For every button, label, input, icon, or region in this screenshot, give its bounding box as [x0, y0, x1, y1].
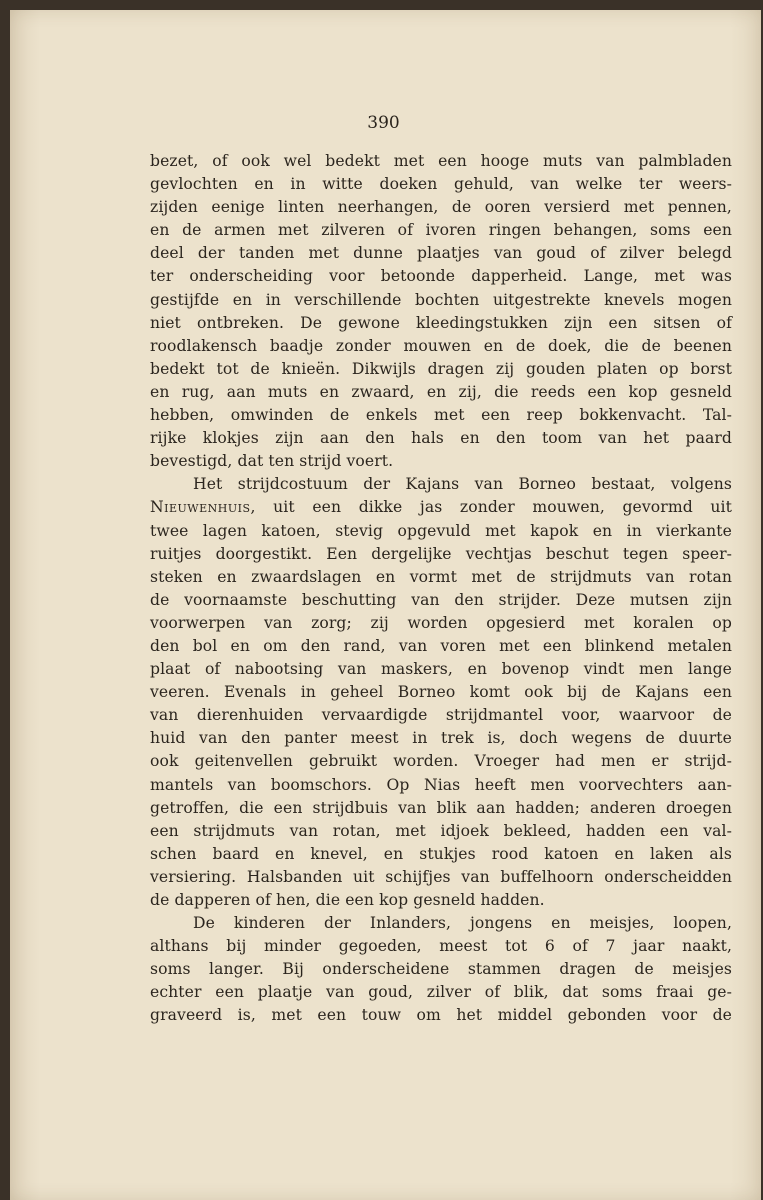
text-line: ter onderscheiding voor betoonde dapperheid. Lange, met was [150, 267, 732, 286]
book-page [10, 10, 761, 1200]
text-line: Nieuwenhuis, uit een dikke jas zonder mouwen, gevormd uit [150, 498, 732, 517]
text-line: bezet, of ook wel bedekt met een hooge muts van palmbladen [150, 152, 732, 170]
author-name: Nieuwenhuis [150, 498, 251, 517]
text-line: gestijfde en in verschillende bochten uitgestrekte knevels mogen [150, 290, 732, 309]
text-line: gevlochten en in witte doeken gehuld, van welke ter weers- [150, 175, 732, 194]
text-line: den bol en om den rand, van voren met een blinkend metalen [150, 636, 732, 655]
text-line: Het strijdcostuum der Kajans van Borneo bestaat, volgens [193, 475, 732, 494]
text-line: bedekt tot de knieën. Dikwijls dragen zij gouden platen op borst [150, 359, 732, 378]
text-line: de dapperen of hen, die een kop gesneld hadden. [150, 891, 545, 909]
text-line: deel der tanden met dunne plaatjes van goud of zilver belegd [150, 244, 732, 263]
text-line: mantels van boomschors. Op Nias heeft men voorvechters aan- [150, 775, 732, 794]
text-line: getroffen, die een strijdbuis van blik aan hadden; anderen droegen [150, 798, 732, 817]
text-line: en de armen met zilveren of ivoren ringen behangen, soms een [150, 221, 732, 240]
body-text [150, 150, 732, 1028]
text-line: versiering. Halsbanden uit schijfjes van buffelhoorn onderscheidden [150, 867, 732, 886]
text-line: hebben, omwinden de enkels met een reep bokkenvacht. Tal- [150, 406, 732, 425]
text-line: twee lagen katoen, stevig opgevuld met kapok en in vierkante [150, 521, 732, 540]
text-line: en rug, aan muts en zwaard, en zij, die reeds een kop gesneld [150, 382, 732, 401]
text-line: huid van den panter meest in trek is, doch wegens de duurte [150, 729, 732, 748]
text-line: soms langer. Bij onderscheidene stammen dragen de meisjes [150, 960, 732, 979]
text-line: bevestigd, dat ten strijd voert. [150, 452, 394, 471]
text-line: de voornaamste beschutting van den strijder. Deze mutsen zijn [150, 590, 732, 609]
text-line: voorwerpen van zorg; zij worden opgesierd met koralen op [150, 613, 732, 632]
text-line: niet ontbreken. De gewone kleedingstukken zijn een sitsen of [150, 313, 732, 332]
text-line: zijden eenige linten neerhangen, de ooren versierd met pennen, [150, 198, 732, 217]
text-line: steken en zwaardslagen en vormt met de strijdmuts van rotan [150, 567, 732, 586]
text-line: rijke klokjes zijn aan den hals en den toom van het paard [150, 429, 732, 448]
text-line: plaat of nabootsing van maskers, en bovenop vindt men lange [150, 660, 732, 679]
text-line: graveerd is, met een touw om het middel gebonden voor de [150, 1006, 732, 1025]
text-line: ook geitenvellen gebruikt worden. Vroeger had men er strijd- [150, 752, 732, 771]
text-line: een strijdmuts van rotan, met idjoek bekleed, hadden een val- [150, 821, 732, 840]
text-line: althans bij minder gegoeden, meest tot 6 of 7 jaar naakt, [150, 937, 732, 956]
text-line: roodlakensch baadje zonder mouwen en de doek, die de beenen [150, 336, 732, 355]
text-line: veeren. Evenals in geheel Borneo komt ook bij de Kajans een [150, 683, 732, 702]
text-line: De kinderen der Inlanders, jongens en meisjes, loopen, [193, 914, 732, 933]
text-line: van dierenhuiden vervaardigde strijdmantel voor, waarvoor de [150, 706, 732, 725]
text-line: ruitjes doorgestikt. Een dergelijke vechtjas beschut tegen speer- [150, 544, 732, 563]
text-line: schen baard en knevel, en stukjes rood katoen en laken als [150, 844, 732, 863]
page-number: 390 [367, 113, 400, 133]
text-line: echter een plaatje van goud, zilver of blik, dat soms fraai ge- [150, 983, 732, 1002]
